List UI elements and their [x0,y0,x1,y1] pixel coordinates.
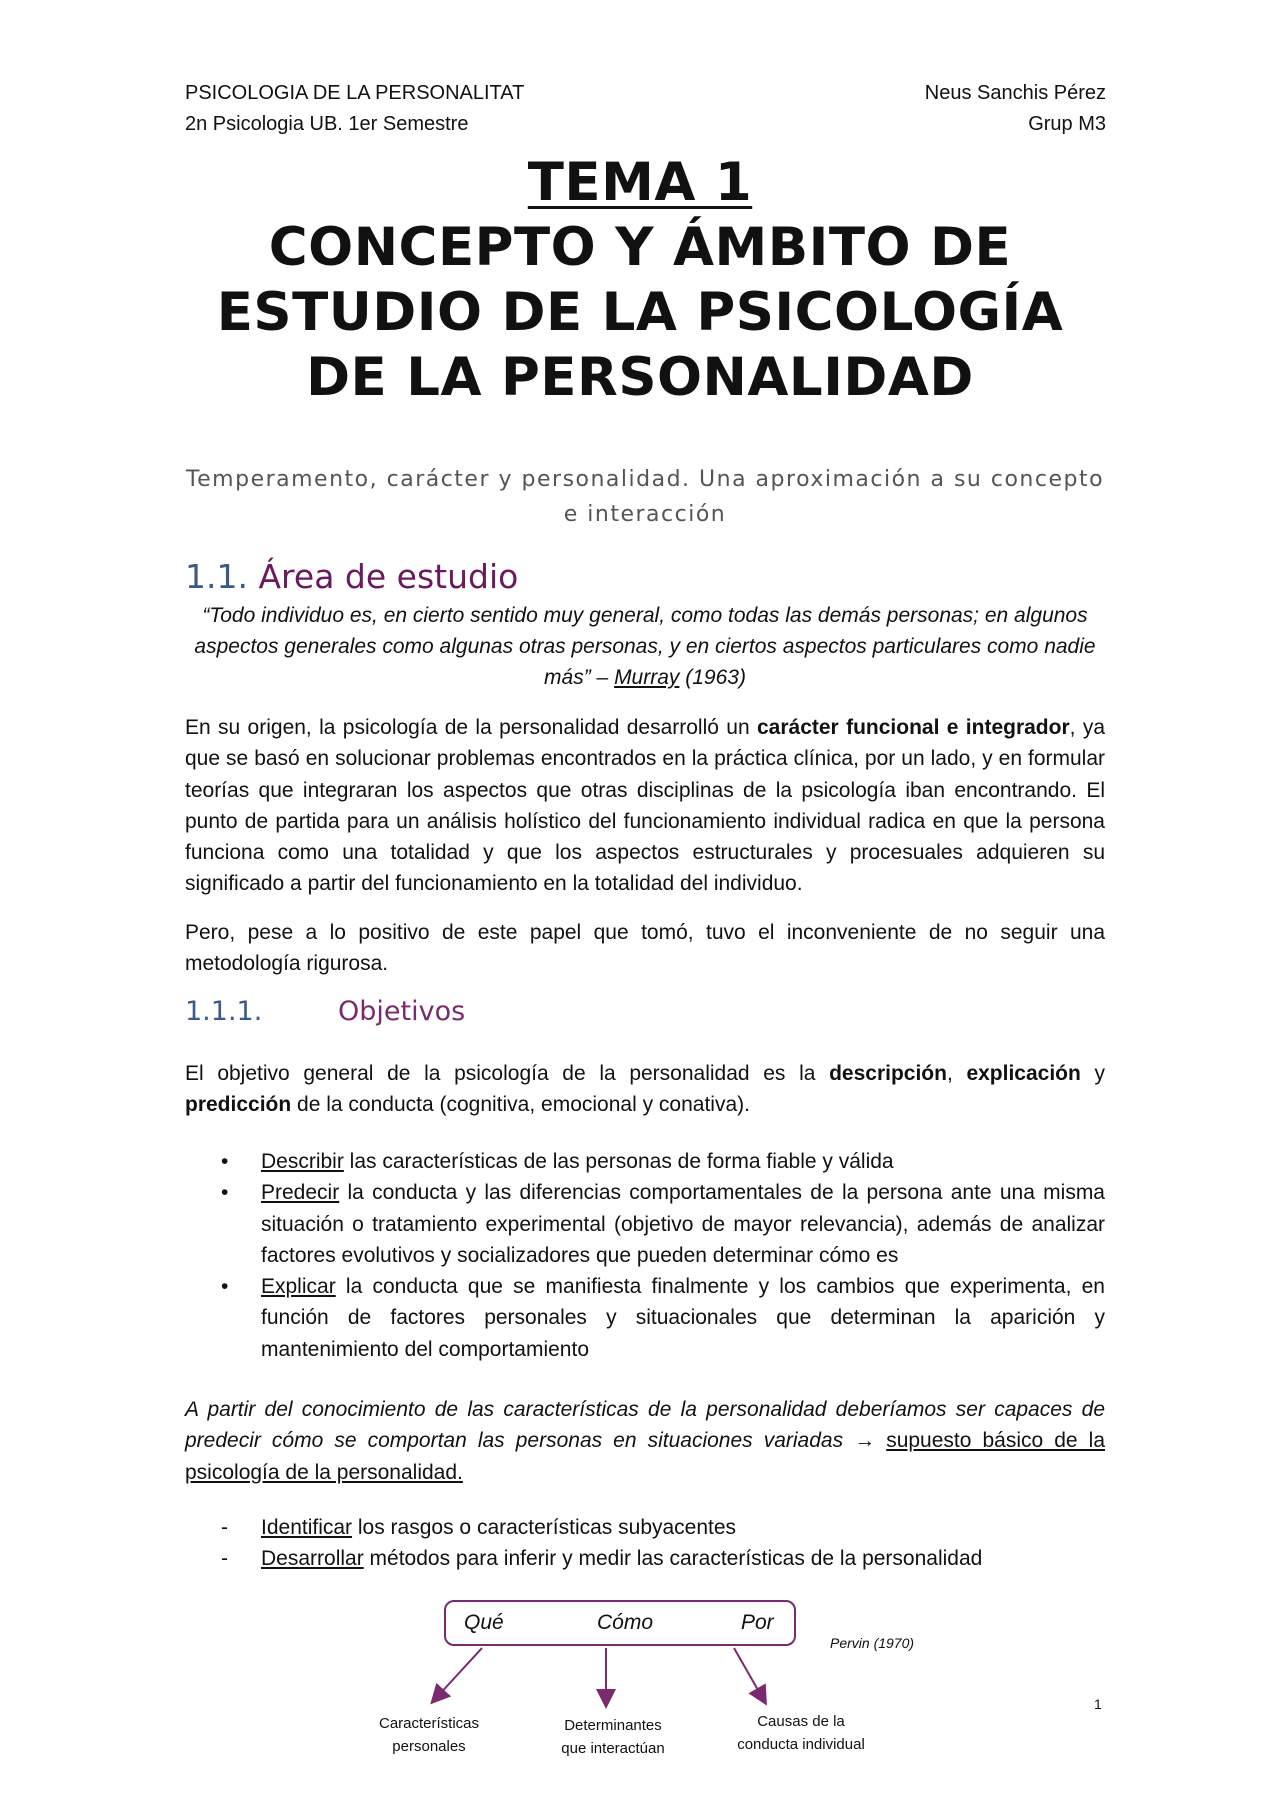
output-line: Causas de la [757,1713,845,1730]
header-group: Grup M3 [1028,113,1106,135]
text-run: El objetivo general de la psicología de la personalidad es la [185,1062,830,1085]
subsection-title: Objetivos [338,996,466,1027]
dash-mark: - [221,1547,228,1571]
arrow-que [437,1648,482,1697]
bold-term: descripción [829,1062,947,1085]
dash-mark: - [221,1516,228,1539]
diagram-output-2 [540,1714,686,1760]
objectives-list [185,1146,1105,1365]
header-course: PSICOLOGIA DE LA PERSONALITAT [185,82,525,104]
list-item-text: los rasgos o características subyacentes [352,1516,737,1539]
paragraph-origin [185,712,1105,900]
bullet-mark: • [221,1181,229,1205]
text-run: En su origen, la psicología de la personalidad desarrolló un [185,716,757,739]
bold-term: carácter funcional e integrador [757,716,1070,739]
list-item [185,1177,1105,1271]
list-item-text: la conducta y las diferencias comportamentales de la persona ante una misma situación o tratamiento experimental (objetivo de mayor relevancia), además de analizar factores evolutivos y socializadores que pueden determinar cómo es [261,1181,1105,1267]
output-line: Características [378,1715,480,1732]
output-line: personales [392,1738,466,1755]
section-heading-1-1-1 [185,994,465,1030]
list-item-key: Describir [261,1150,344,1173]
header-right [925,78,1106,140]
list-item [185,1512,1105,1543]
list-item [185,1271,1105,1365]
text-run: , [946,1062,967,1085]
output-line: conducta individual [737,1736,865,1753]
list-item-key: Explicar [261,1275,336,1299]
header-semester: 2n Psicologia UB. 1er Semestre [185,113,469,135]
diagram-output-1 [360,1712,498,1758]
subtitle: Temperamento, carácter y personalidad. Una aproximación a su concepto e interacción [185,467,1105,527]
section-title: Área de estudio [258,557,519,596]
section-number: 1.1. [185,557,248,596]
bullet-mark: • [221,1150,229,1173]
text-run: , ya que se basó en solucionar problemas encontrados en la práctica clínica, por un lado, y en formular teorías que integraran los aspectos que otras disciplinas de la psicología iban encontrando. El punto de partida para un análisis holístico del funcionamiento individual radica en que la persona funciona como una totalidad y que los aspectos estructurales y procesuales adquieren su significado a partir del funcionamiento en la totalidad del individuo. [185,716,1106,896]
list-item-text: las características de las personas de forma fiable y válida [343,1150,894,1173]
list-item-text: la conducta que se manifiesta finalmente y los cambios que experimenta, en función de factores personales y situacionales que determinan la aparición y mantenimiento del comportamiento [261,1275,1105,1361]
text-run: y [1080,1062,1105,1085]
bold-term: predicción [185,1093,292,1117]
diagram-label-por: Por [741,1611,774,1634]
list-item [185,1543,1105,1574]
list-item-text: métodos para inferir y medir las características de la personalidad [363,1547,983,1571]
page-number: 1 [1094,1696,1102,1712]
text-run: de la conducta (cognitiva, emocional y conativa). [291,1093,750,1117]
quote-year: (1963) [679,666,746,689]
paragraph-objective [185,1058,1105,1121]
quote [185,600,1105,693]
title-line-3: ESTUDIO DE LA PSICOLOGÍA [216,282,1064,343]
diagram-label-como: Cómo [597,1611,654,1634]
paragraph-assumption [185,1394,1105,1488]
bold-term: explicación [966,1062,1081,1085]
paragraph-drawback: Pero, pese a lo positivo de este papel que tomó, tuvo el inconveniente de no seguir una metodología rigurosa. [185,921,1105,976]
header-left [185,78,524,140]
title-line-1: TEMA 1 [527,152,753,213]
diagram-source: Pervin (1970) [830,1635,915,1651]
list-item-key: Predecir [261,1181,340,1205]
text-run: A partir del conocimiento de las características de la personalidad deberíamos ser capaces de predecir cómo se comportan las personas en situaciones variadas [185,1398,1105,1453]
bullet-mark: • [221,1275,229,1299]
diagram-output-3 [716,1710,886,1756]
basic-assumption: supuesto básico de la psicología de la personalidad. [185,1429,1106,1484]
section-heading-1-1 [185,555,518,599]
list-item-key: Desarrollar [261,1547,364,1571]
methods-list [185,1512,1105,1575]
output-line: Determinantes [564,1717,662,1734]
subsection-number: 1.1.1. [185,996,263,1027]
list-item [185,1146,1105,1177]
diagram-label-que: Qué [464,1611,504,1634]
header-author: Neus Sanchis Pérez [924,82,1106,104]
quote-text: “Todo individuo es, en cierto sentido muy general, como todas las demás personas; en algunos aspectos generales como algunas otras personas, y en ciertos aspectos particulares como nadie más” – [194,604,1096,689]
quote-author: Murray [614,666,680,689]
page-title [150,150,1130,410]
output-line: que interactúan [561,1740,665,1757]
arrow-por [734,1648,762,1697]
title-line-4: DE LA PERSONALIDAD [306,347,974,408]
arrow-icon: → [854,1429,876,1453]
list-item-key: Identificar [261,1516,353,1539]
title-line-2: CONCEPTO Y ÁMBITO DE [268,217,1012,278]
